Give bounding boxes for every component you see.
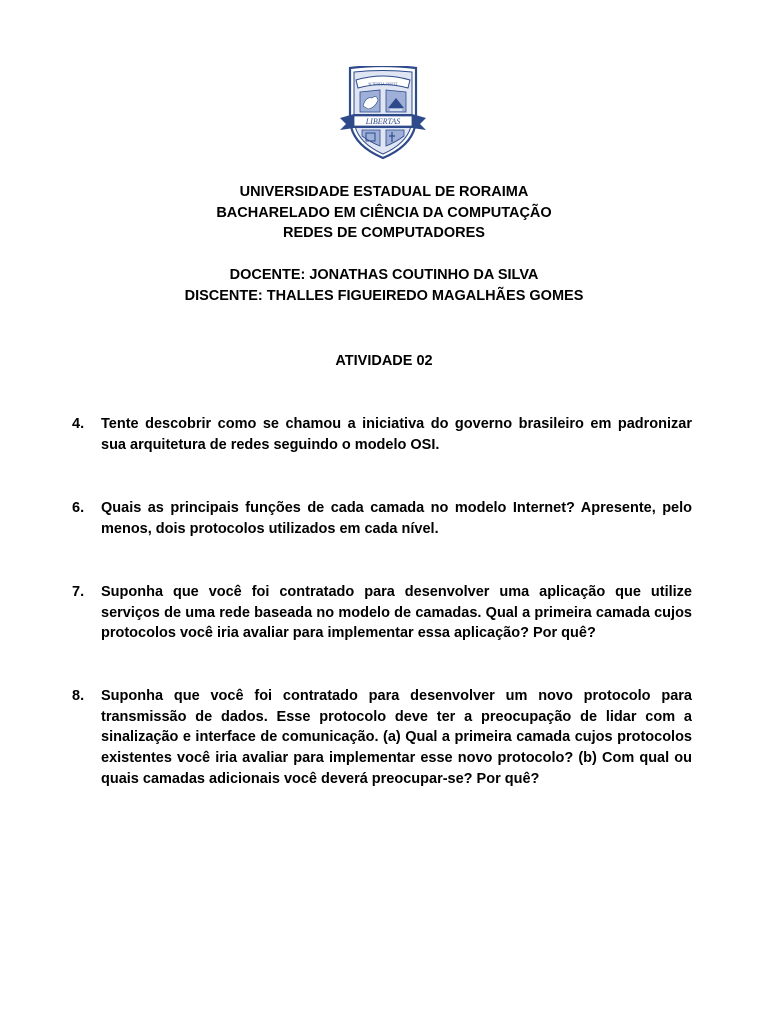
question-number: 6.	[72, 500, 85, 516]
subject-name: REDES DE COMPUTADORES	[283, 225, 485, 241]
question-number: 7.	[72, 584, 85, 600]
question-text: Quais as principais funções de cada camada no modelo Internet? Apresente, pelo menos, dois protocolos utilizados em cada nível.	[101, 500, 692, 537]
student-name: DISCENTE: THALLES FIGUEIREDO MAGALHÃES GOMES	[184, 287, 584, 304]
university-seal-logo	[332, 66, 434, 160]
question-text: Suponha que você foi contratado para desenvolver uma aplicação que utilize serviços de uma rede baseada no modelo de camadas. Qual a primeira camada cujos protocolos você iria avaliar para implementar essa aplicação? Por quê?	[101, 584, 692, 642]
question-text: Tente descobrir como se chamou a iniciativa do governo brasileiro em padronizar sua arquitetura de redes seguindo o modelo OSI.	[101, 416, 692, 453]
question-number: 8.	[72, 688, 85, 704]
university-name: UNIVERSIDADE ESTADUAL DE RORAIMA	[239, 184, 529, 200]
question-item	[72, 582, 692, 644]
teacher-name: DOCENTE: JONATHAS COUTINHO DA SILVA	[229, 267, 539, 283]
question-item	[72, 414, 692, 455]
question-item	[72, 686, 692, 790]
question-number: 4.	[72, 416, 85, 432]
course-name: BACHARELADO EM CIÊNCIA DA COMPUTAÇÃO	[216, 204, 552, 221]
question-text: Suponha que você foi contratado para desenvolver um novo protocolo para transmissão de dados. Esse protocolo deve ter a preocupação de lidar com a sinalização e interface de comunicação. (a) Qual a primeira camada cujos protocolos existentes você iria avaliar para implementar esse novo protocolo? (b) Com qual ou quais camadas adicionais você deverá preocupar-se? Por quê?	[101, 688, 692, 787]
institution-header	[0, 182, 768, 244]
activity-title: ATIVIDADE 02	[335, 353, 433, 369]
seal-ribbon-text: SCIENTIA VINCIT	[368, 82, 398, 87]
seal-banner-text: LIBERTAS	[365, 117, 401, 127]
people-header	[0, 265, 768, 306]
question-item	[72, 498, 692, 539]
